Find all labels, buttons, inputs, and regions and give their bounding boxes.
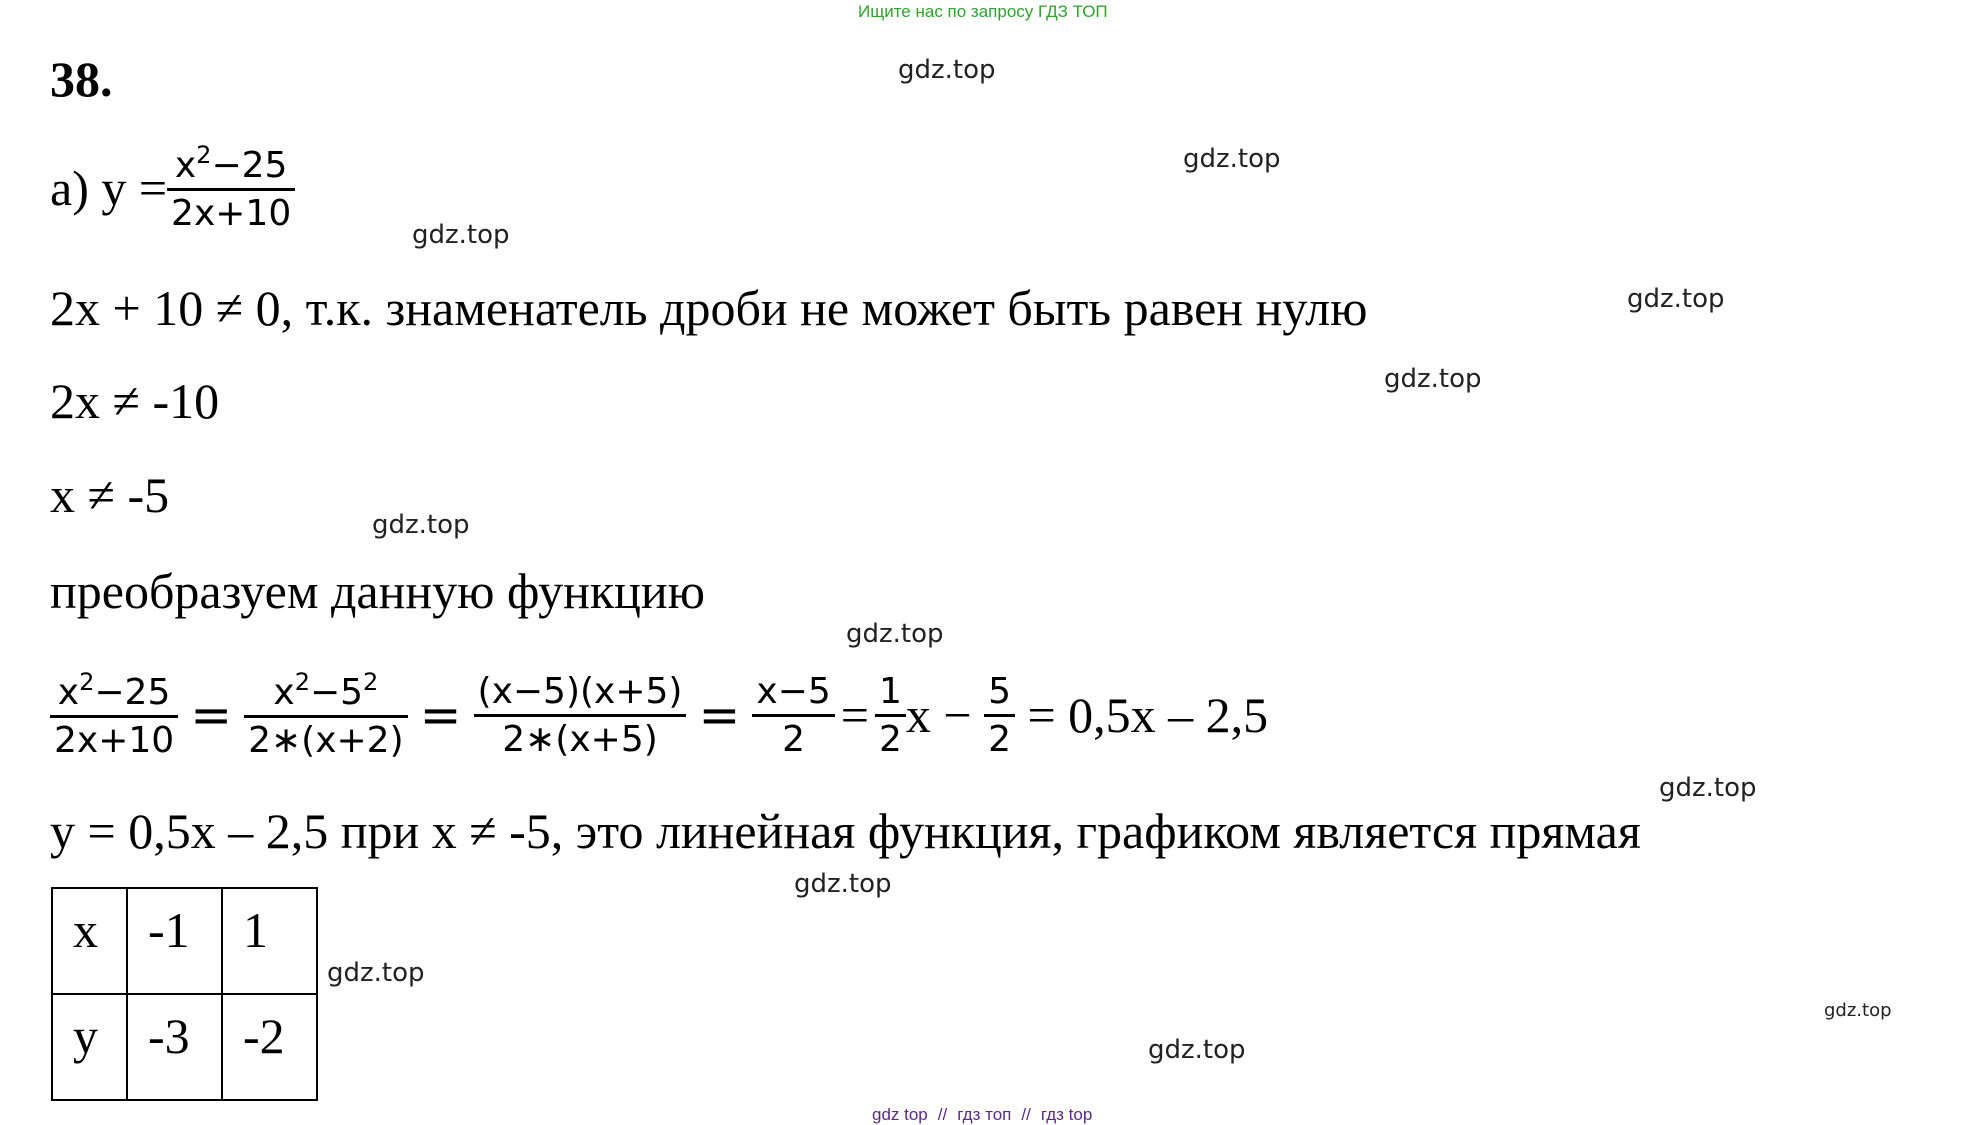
problem-number: 38. [50,51,113,107]
watermark: gdz.top [1659,773,1757,803]
table-cell: -3 [127,994,222,1100]
watermark: gdz.top [898,55,996,85]
watermark: gdz.top [372,510,470,540]
transform-intro: преобразуем данную функцию [50,563,706,619]
step-line-1: 2x ≠ -10 [50,373,220,429]
watermark: gdz.top [1824,1000,1892,1021]
equals-sign: = [698,686,741,744]
fraction-numerator: $x^2-25$ [174,141,288,186]
table-cell: x [52,888,127,994]
chain-result: = 0,5x – 2,5 [1014,687,1269,743]
chain-fraction-1: $\frac{x^2-25}{2x+10}$ [50,667,178,763]
watermark: gdz.top [794,869,892,899]
chain-fraction-5: $\frac{1}{2}$ [875,669,906,762]
table-cell: -1 [127,888,222,994]
watermark: gdz.top [1183,144,1281,174]
chain-fraction-6: $\frac{5}{2}$ [984,669,1015,762]
chain-fraction-4: $\frac{x-5}{2}$ [752,669,834,762]
footer-links [872,1105,1092,1125]
watermark: gdz.top [1384,364,1482,394]
footer-link-gdz-top-ru[interactable]: гдз топ [957,1105,1012,1124]
table-cell: y [52,994,127,1100]
domain-condition: 2x + 10 ≠ 0, т.к. знаменатель дроби не может быть равен нулю [50,280,1368,336]
function-fraction [167,140,295,236]
chain-term-x: x − [905,687,985,743]
fraction-denominator: 2x+10 [171,193,292,234]
footer-separator: // [1021,1105,1031,1124]
watermark: gdz.top [846,619,944,649]
table-cell: -2 [222,994,317,1100]
footer-link-gdz-top[interactable]: gdz top [872,1105,928,1124]
equals-sign: = [190,686,233,744]
watermark: gdz.top [1627,284,1725,314]
watermark: gdz.top [327,958,425,988]
watermark: gdz.top [412,220,510,250]
table-row [52,888,317,994]
watermark: gdz.top [1148,1035,1246,1065]
step-line-2: x ≠ -5 [50,467,170,523]
equals-sign: = [419,686,462,744]
value-table [51,887,318,1101]
table-row [52,994,317,1100]
chain-fraction-2: $\frac{x^2-5^2}{2∗(x+2)}$ [244,667,408,763]
transformation-chain [50,660,1268,770]
footer-separator: // [937,1105,948,1124]
chain-fraction-3: $\frac{(x-5)(x+5)}{2∗(x+5)}$ [474,669,687,762]
function-prefix: а) y = [50,160,168,216]
conclusion-line: y = 0,5x – 2,5 при x ≠ -5, это линейная функция, графиком является прямая [50,803,1641,859]
footer-link-gdz-top-mixed[interactable]: гдз top [1040,1105,1093,1124]
table-cell: 1 [222,888,317,994]
search-banner[interactable]: Ищите нас по запросу ГДЗ ТОП [858,2,1108,21]
equals-sign: = [840,687,869,743]
function-definition [50,140,295,236]
